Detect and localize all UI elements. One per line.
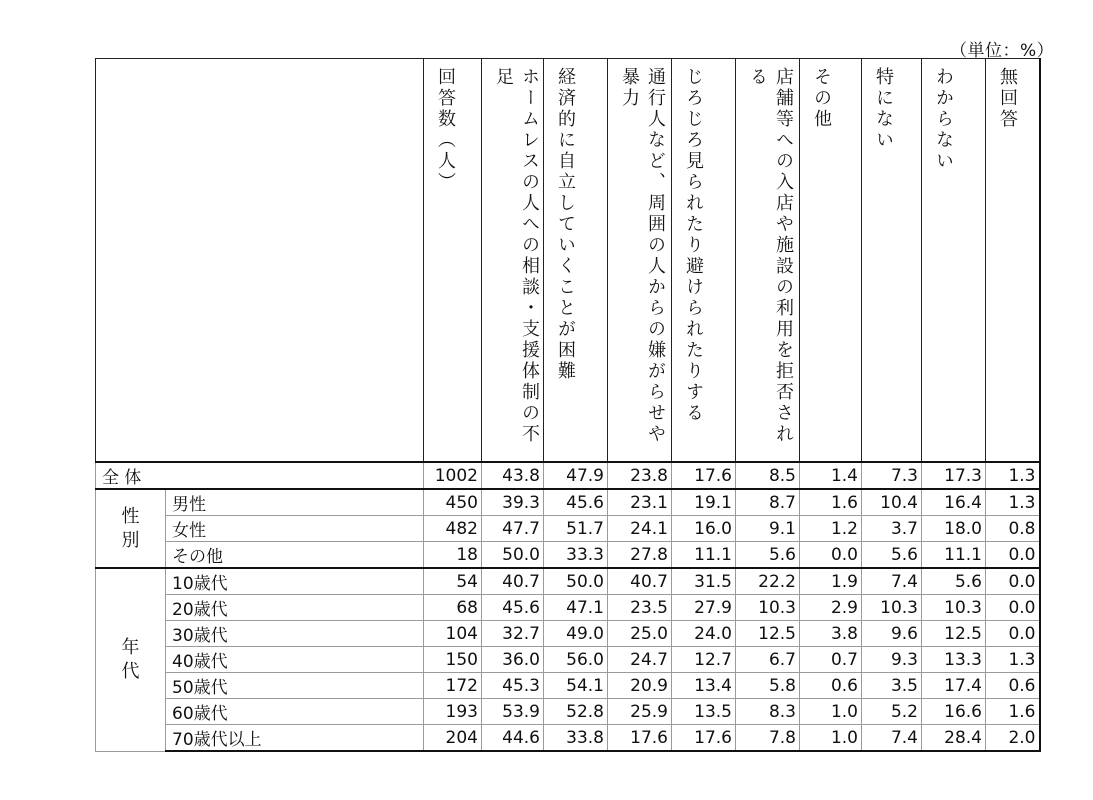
column-header <box>608 59 672 463</box>
value-cell: 51.7 <box>544 516 608 542</box>
value-cell: 5.2 <box>862 699 922 725</box>
value-cell: 172 <box>424 673 482 699</box>
value-cell: 9.6 <box>862 621 922 647</box>
value-cell: 18 <box>424 542 482 569</box>
value-cell: 7.4 <box>862 725 922 752</box>
value-cell: 1.2 <box>800 516 862 542</box>
row-label: 女性 <box>166 516 424 542</box>
row-label: その他 <box>166 542 424 569</box>
value-cell: 104 <box>424 621 482 647</box>
value-cell: 16.0 <box>672 516 736 542</box>
value-cell: 0.0 <box>986 568 1040 595</box>
table-row <box>96 725 1040 752</box>
value-cell: 47.9 <box>544 462 608 489</box>
value-cell: 0.8 <box>986 516 1040 542</box>
column-header <box>672 59 736 463</box>
table-row <box>96 489 1040 516</box>
value-cell: 28.4 <box>922 725 986 752</box>
value-cell: 9.3 <box>862 647 922 673</box>
group-label-cell <box>96 568 166 751</box>
value-cell: 12.5 <box>736 621 800 647</box>
value-cell: 68 <box>424 595 482 621</box>
row-label: 70歳代以上 <box>166 725 424 752</box>
value-cell: 3.8 <box>800 621 862 647</box>
value-cell: 36.0 <box>482 647 544 673</box>
value-cell: 39.3 <box>482 489 544 516</box>
value-cell: 27.8 <box>608 542 672 569</box>
column-header <box>922 59 986 463</box>
value-cell: 10.4 <box>862 489 922 516</box>
row-label: 40歳代 <box>166 647 424 673</box>
value-cell: 8.7 <box>736 489 800 516</box>
value-cell: 16.6 <box>922 699 986 725</box>
value-cell: 17.3 <box>922 462 986 489</box>
value-cell: 17.6 <box>672 462 736 489</box>
value-cell: 22.2 <box>736 568 800 595</box>
value-cell: 10.3 <box>862 595 922 621</box>
row-label: 60歳代 <box>166 699 424 725</box>
value-cell: 20.9 <box>608 673 672 699</box>
table-row <box>96 542 1040 569</box>
value-cell: 56.0 <box>544 647 608 673</box>
row-label: 50歳代 <box>166 673 424 699</box>
value-cell: 0.0 <box>986 542 1040 569</box>
value-cell: 2.0 <box>986 725 1040 752</box>
header-row <box>96 59 1040 463</box>
value-cell: 6.7 <box>736 647 800 673</box>
value-cell: 11.1 <box>672 542 736 569</box>
value-cell: 8.5 <box>736 462 800 489</box>
value-cell: 5.6 <box>922 568 986 595</box>
value-cell: 2.9 <box>800 595 862 621</box>
value-cell: 33.3 <box>544 542 608 569</box>
table-row <box>96 699 1040 725</box>
table-body <box>96 462 1040 751</box>
unit-label: （単位：%） <box>950 41 1055 61</box>
value-cell: 5.8 <box>736 673 800 699</box>
value-cell: 150 <box>424 647 482 673</box>
column-header-text: 無回答 <box>997 67 1018 130</box>
value-cell: 50.0 <box>482 542 544 569</box>
column-header-text: 店舗等への入店や施設の利用を拒否される <box>747 67 794 445</box>
group-label: 性別 <box>121 505 140 551</box>
value-cell: 5.6 <box>736 542 800 569</box>
value-cell: 49.0 <box>544 621 608 647</box>
value-cell: 1.3 <box>986 647 1040 673</box>
value-cell: 23.1 <box>608 489 672 516</box>
table-row <box>96 595 1040 621</box>
value-cell: 19.1 <box>672 489 736 516</box>
value-cell: 204 <box>424 725 482 752</box>
group-label: 年代 <box>121 636 140 682</box>
value-cell: 1.3 <box>986 489 1040 516</box>
value-cell: 1.0 <box>800 699 862 725</box>
value-cell: 17.6 <box>672 725 736 752</box>
value-cell: 0.6 <box>800 673 862 699</box>
value-cell: 7.8 <box>736 725 800 752</box>
value-cell: 1.9 <box>800 568 862 595</box>
row-label: 20歳代 <box>166 595 424 621</box>
value-cell: 32.7 <box>482 621 544 647</box>
value-cell: 10.3 <box>922 595 986 621</box>
value-cell: 18.0 <box>922 516 986 542</box>
column-header <box>544 59 608 463</box>
value-cell: 47.1 <box>544 595 608 621</box>
header-corner-cell <box>96 59 424 463</box>
table-row <box>96 621 1040 647</box>
value-cell: 13.3 <box>922 647 986 673</box>
value-cell: 16.4 <box>922 489 986 516</box>
value-cell: 23.8 <box>608 462 672 489</box>
value-cell: 0.6 <box>986 673 1040 699</box>
value-cell: 45.3 <box>482 673 544 699</box>
value-cell: 54 <box>424 568 482 595</box>
value-cell: 44.6 <box>482 725 544 752</box>
value-cell: 3.5 <box>862 673 922 699</box>
value-cell: 25.9 <box>608 699 672 725</box>
survey-table <box>95 58 1041 752</box>
column-header-text: わからない <box>933 67 954 172</box>
value-cell: 12.7 <box>672 647 736 673</box>
value-cell: 10.3 <box>736 595 800 621</box>
value-cell: 5.6 <box>862 542 922 569</box>
column-header-text: その他 <box>811 67 832 130</box>
value-cell: 40.7 <box>608 568 672 595</box>
row-label: 男性 <box>166 489 424 516</box>
value-cell: 3.7 <box>862 516 922 542</box>
value-cell: 1002 <box>424 462 482 489</box>
value-cell: 9.1 <box>736 516 800 542</box>
row-label: 10歳代 <box>166 568 424 595</box>
column-header <box>736 59 800 463</box>
value-cell: 24.0 <box>672 621 736 647</box>
column-header-text: 経済的に自立していくことが困難 <box>555 67 576 382</box>
value-cell: 43.8 <box>482 462 544 489</box>
table-row-total <box>96 462 1040 489</box>
value-cell: 45.6 <box>482 595 544 621</box>
value-cell: 1.0 <box>800 725 862 752</box>
value-cell: 7.3 <box>862 462 922 489</box>
value-cell: 17.6 <box>608 725 672 752</box>
column-header-text: ホームレスの人への相談・支援体制の不足 <box>493 67 540 445</box>
column-header-text: 通行人など、周囲の人からの嫌がらせや暴力 <box>619 67 666 445</box>
column-header <box>424 59 482 463</box>
value-cell: 1.4 <box>800 462 862 489</box>
value-cell: 27.9 <box>672 595 736 621</box>
column-header <box>800 59 862 463</box>
value-cell: 193 <box>424 699 482 725</box>
column-header-text: じろじろ見られたり避けられたりする <box>683 67 704 424</box>
value-cell: 11.1 <box>922 542 986 569</box>
value-cell: 8.3 <box>736 699 800 725</box>
table-row <box>96 568 1040 595</box>
table-row <box>96 673 1040 699</box>
column-header <box>986 59 1040 463</box>
group-label-cell <box>96 489 166 568</box>
row-label: 全 体 <box>96 462 424 489</box>
value-cell: 53.9 <box>482 699 544 725</box>
value-cell: 25.0 <box>608 621 672 647</box>
value-cell: 40.7 <box>482 568 544 595</box>
column-header-text: 特にない <box>873 67 894 151</box>
value-cell: 47.7 <box>482 516 544 542</box>
value-cell: 24.1 <box>608 516 672 542</box>
column-header <box>862 59 922 463</box>
column-header-text: 回答数（人） <box>435 67 456 193</box>
value-cell: 0.7 <box>800 647 862 673</box>
value-cell: 13.4 <box>672 673 736 699</box>
value-cell: 31.5 <box>672 568 736 595</box>
value-cell: 0.0 <box>986 595 1040 621</box>
value-cell: 1.6 <box>800 489 862 516</box>
row-label: 30歳代 <box>166 621 424 647</box>
value-cell: 23.5 <box>608 595 672 621</box>
value-cell: 24.7 <box>608 647 672 673</box>
value-cell: 45.6 <box>544 489 608 516</box>
table-row <box>96 647 1040 673</box>
value-cell: 450 <box>424 489 482 516</box>
value-cell: 1.6 <box>986 699 1040 725</box>
value-cell: 482 <box>424 516 482 542</box>
value-cell: 7.4 <box>862 568 922 595</box>
value-cell: 0.0 <box>986 621 1040 647</box>
value-cell: 12.5 <box>922 621 986 647</box>
value-cell: 54.1 <box>544 673 608 699</box>
value-cell: 33.8 <box>544 725 608 752</box>
value-cell: 0.0 <box>800 542 862 569</box>
value-cell: 52.8 <box>544 699 608 725</box>
column-header <box>482 59 544 463</box>
table-row <box>96 516 1040 542</box>
value-cell: 17.4 <box>922 673 986 699</box>
value-cell: 13.5 <box>672 699 736 725</box>
value-cell: 50.0 <box>544 568 608 595</box>
value-cell: 1.3 <box>986 462 1040 489</box>
